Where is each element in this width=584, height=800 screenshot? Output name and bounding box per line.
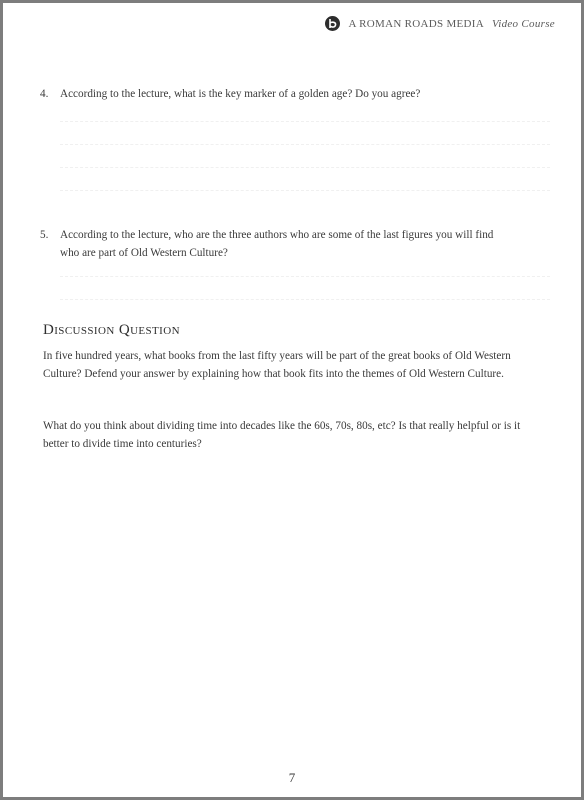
- header-course: Video Course: [492, 17, 555, 30]
- discussion-paragraph: What do you think about dividing time into decades like the 60s, 70s, 80s, etc? Is that really helpful or is it better to divide time into centuries?: [43, 420, 521, 450]
- roman-roads-logo-icon: [325, 16, 340, 31]
- answer-lines-5: [60, 275, 550, 321]
- answer-line: [60, 275, 550, 277]
- question-number: 5.: [40, 229, 49, 241]
- answer-lines-4: [60, 120, 550, 212]
- answer-line: [60, 143, 550, 145]
- question-number: 4.: [40, 88, 49, 100]
- question-text: According to the lecture, what is the key marker of a golden age? Do you agree?: [60, 88, 421, 100]
- answer-line: [60, 120, 550, 122]
- answer-line: [60, 298, 550, 300]
- discussion-title: Discussion Question: [43, 322, 180, 338]
- header-brand: A ROMAN ROADS MEDIA: [348, 17, 485, 30]
- discussion-paragraph: In five hundred years, what books from the last fifty years will be part of the great books of Old Western Culture? Defend your answer by explaining how that book fits into the themes of Old Western Culture.: [43, 350, 511, 380]
- answer-line: [60, 189, 550, 191]
- question-5: [40, 226, 540, 262]
- page-number: 7: [288, 770, 296, 785]
- question-text: According to the lecture, who are the three authors who are some of the last figures you will find who are part of Old Western Culture?: [60, 229, 494, 259]
- page-header: [325, 16, 555, 31]
- worksheet-page: [3, 3, 581, 797]
- answer-line: [60, 166, 550, 168]
- question-4: [40, 85, 540, 103]
